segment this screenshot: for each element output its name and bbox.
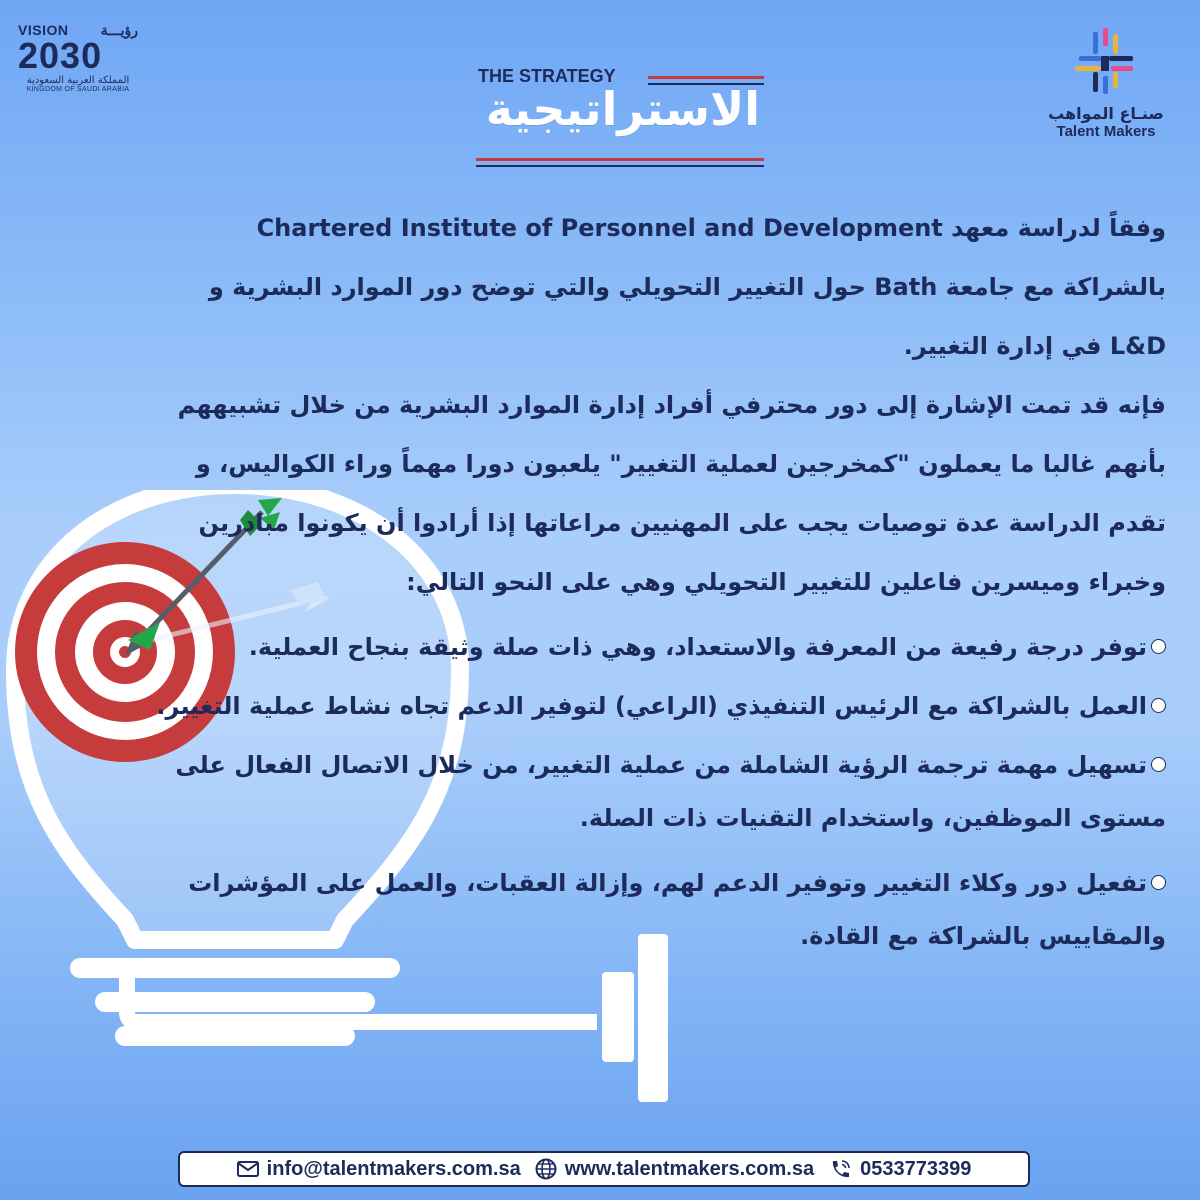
list-item-continuation: مستوى الموظفين، واستخدام التقنيات ذات الصلة.: [579, 804, 1166, 832]
list-item: توفر درجة رفيعة من المعرفة والاستعداد، وهي ذات صلة وثيقة بنجاح العملية.: [206, 617, 1166, 676]
vision-2030-logo: [18, 22, 138, 93]
email-contact[interactable]: [237, 1158, 521, 1181]
bullet-circle-icon: [1151, 875, 1166, 890]
brand-name-en: Talent Makers: [1056, 123, 1156, 140]
brand-name-ar: صنـاع المواهب: [1048, 104, 1164, 123]
vision-ar: رؤيـــة: [100, 22, 138, 38]
bullet-circle-icon: [1151, 757, 1166, 772]
talent-makers-mark-icon: [1071, 26, 1141, 96]
title-en: THE STRATEGY: [478, 66, 616, 86]
phone-icon: [828, 1158, 852, 1180]
plug-icon: [602, 972, 634, 1062]
phone-contact[interactable]: [828, 1158, 971, 1181]
paragraph-line: L&D في إدارة التغيير.: [903, 332, 1166, 360]
phone-number[interactable]: 0533773399: [860, 1157, 972, 1180]
website-link[interactable]: www.talentmakers.com.sa: [564, 1157, 815, 1180]
title-rule: [476, 158, 764, 161]
bullet-circle-icon: [1151, 698, 1166, 713]
list-item-continuation: والمقاييس بالشراكة مع القادة.: [800, 922, 1166, 950]
vision-country-en: KINGDOM OF SAUDI ARABIA: [26, 86, 130, 93]
vision-country-ar: المملكة العربية السعودية: [26, 75, 130, 86]
website-contact[interactable]: [535, 1158, 814, 1181]
envelope-icon: [237, 1161, 259, 1177]
title-ar: الاستراتيجية: [485, 82, 760, 136]
paragraph-line: وخبراء وميسرين فاعلين للتغيير التحويلي وهي على النحو التالي:: [406, 568, 1166, 596]
list-item: العمل بالشراكة مع الرئيس التنفيذي (الراعي) لتوفير الدعم تجاه نشاط عملية التغيير.: [206, 676, 1166, 735]
email-link[interactable]: info@talentmakers.com.sa: [266, 1157, 521, 1180]
list-item: تفعيل دور وكلاء التغيير وتوفير الدعم لهم، وإزالة العقبات، والعمل على المؤشرات: [206, 853, 1166, 912]
contact-bar: [178, 1151, 1030, 1187]
vision-year: 2030: [18, 35, 103, 76]
title-rule: [476, 165, 764, 167]
paragraph-line: فإنه قد تمت الإشارة إلى دور محترفي أفراد إدارة الموارد البشرية من خلال تشبيههم: [177, 391, 1166, 419]
title-rule: [648, 76, 764, 79]
paragraph-line: بأنهم غالبا ما يعملون "كمخرجين لعملية التغيير" يلعبون دورا مهماً وراء الكواليس، و: [195, 450, 1166, 478]
list-item: تسهيل مهمة ترجمة الرؤية الشاملة من عملية التغيير، من خلال الاتصال الفعال على: [206, 735, 1166, 794]
talent-makers-logo: [1036, 26, 1176, 140]
paragraph-line: وفقاً لدراسة معهد Chartered Institute of Personnel and Development: [256, 214, 1166, 242]
paragraph-line: بالشراكة مع جامعة Bath حول التغيير التحويلي والتي توضح دور الموارد البشرية و: [208, 273, 1166, 301]
body-text: [156, 204, 1166, 971]
vision-en: VISION: [18, 22, 69, 38]
globe-icon: [535, 1158, 557, 1180]
paragraph-line: تقدم الدراسة عدة توصيات يجب على المهنيين مراعاتها إذا أرادوا أن يكونوا مبادرين: [198, 509, 1166, 537]
bullet-circle-icon: [1151, 639, 1166, 654]
